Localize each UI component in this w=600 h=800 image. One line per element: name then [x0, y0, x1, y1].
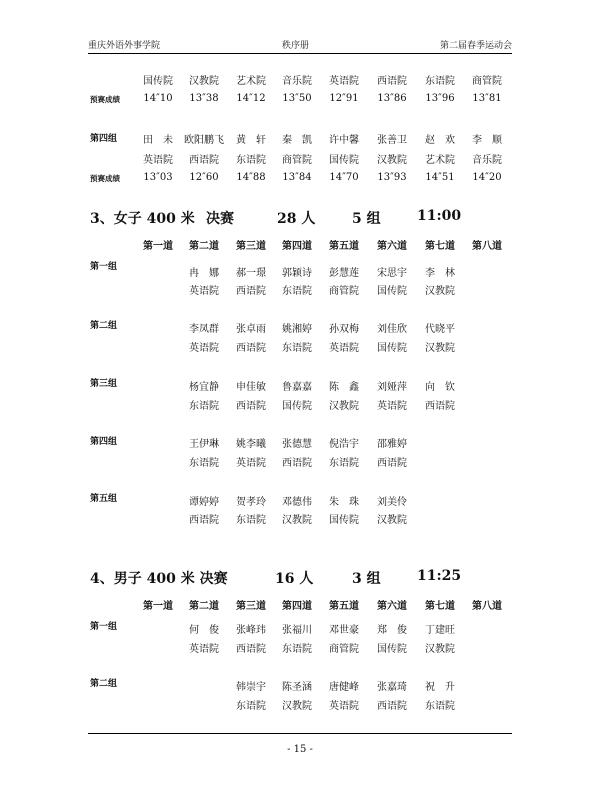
- athlete-name: 秦 凯: [282, 135, 312, 146]
- section-men-400m-heading: [90, 568, 530, 586]
- college: 东语院: [236, 155, 266, 166]
- header-booklet-title: 秩序册: [282, 41, 310, 51]
- college: 国传院: [329, 155, 359, 166]
- athlete-name: 谭婷婷: [189, 497, 219, 508]
- college: 英语院: [329, 701, 359, 712]
- athlete-name: 孙双梅: [329, 324, 359, 335]
- athlete-name: 陈 鑫: [329, 382, 359, 393]
- group-label: 第二组: [90, 321, 118, 331]
- group-label: 第四组: [90, 437, 118, 447]
- college: 国传院: [377, 644, 407, 655]
- athlete-name: 鲁嘉嘉: [282, 382, 312, 393]
- athlete-name: 李 林: [425, 268, 455, 279]
- prelim-group4-label: 第四组: [90, 134, 118, 144]
- college: 国传院: [329, 515, 359, 526]
- result-time: 13″86: [377, 93, 407, 104]
- athlete-name: 宋思宇: [377, 268, 407, 279]
- athlete-name: 倪浩宇: [329, 439, 359, 450]
- college: 东语院: [425, 701, 455, 712]
- lane-header: 第七道: [425, 241, 455, 252]
- athlete-name: 邵雅婷: [377, 439, 407, 450]
- college: 英语院: [329, 76, 359, 87]
- result-time: 13″50: [282, 93, 312, 104]
- college: 音乐院: [282, 76, 312, 87]
- lane-header: 第四道: [282, 601, 312, 612]
- college: 东语院: [282, 286, 312, 297]
- athlete-name: 彭慧莲: [329, 268, 359, 279]
- athlete-name: 张卓雨: [236, 324, 266, 335]
- result-time: 13″84: [282, 172, 312, 183]
- result-time: 13″96: [425, 93, 455, 104]
- college: 东语院: [282, 343, 312, 354]
- college: 商管院: [329, 286, 359, 297]
- athlete-name: 赵 欢: [425, 135, 455, 146]
- college: 音乐院: [472, 155, 502, 166]
- athlete-name: 黄 轩: [236, 135, 266, 146]
- athlete-name: 丁建旺: [425, 625, 455, 636]
- college: 英语院: [143, 155, 173, 166]
- prelim-result-label: 预赛成绩: [90, 95, 120, 104]
- group-label: 第五组: [90, 494, 118, 504]
- college: 西语院: [377, 701, 407, 712]
- college: 西语院: [425, 401, 455, 412]
- athlete-name: 欧阳鹏飞: [184, 135, 224, 146]
- header-rule: [88, 53, 512, 54]
- event-time: 11:25: [417, 568, 462, 584]
- athlete-name: 张峰玮: [236, 625, 266, 636]
- lane-header: 第三道: [236, 601, 266, 612]
- athlete-name: 张福川: [282, 625, 312, 636]
- prelim-result-label: 预赛成绩: [90, 174, 120, 183]
- athlete-name: 王伊琳: [189, 439, 219, 450]
- result-time: 13″93: [377, 172, 407, 183]
- lane-header: 第六道: [377, 601, 407, 612]
- college: 汉教院: [377, 515, 407, 526]
- college: 西语院: [282, 458, 312, 469]
- lane-header: 第二道: [189, 241, 219, 252]
- section-women-400m-heading: [90, 208, 530, 226]
- college: 汉教院: [329, 401, 359, 412]
- college: 东语院: [425, 76, 455, 87]
- lane-header: 第七道: [425, 601, 455, 612]
- college: 汉教院: [282, 701, 312, 712]
- college: 东语院: [236, 515, 266, 526]
- college: 西语院: [236, 644, 266, 655]
- athlete-name: 唐健峰: [329, 682, 359, 693]
- athlete-name: 邓德伟: [282, 497, 312, 508]
- college: 东语院: [236, 701, 266, 712]
- result-time: 12″91: [329, 93, 359, 104]
- college: 英语院: [329, 343, 359, 354]
- athlete-name: 李凤群: [189, 324, 219, 335]
- page-header: [88, 38, 512, 52]
- college: 英语院: [189, 286, 219, 297]
- athlete-name: 冉 娜: [189, 268, 219, 279]
- lane-header: 第五道: [329, 241, 359, 252]
- college: 西语院: [189, 515, 219, 526]
- athlete-name: 刘美伶: [377, 497, 407, 508]
- college: 汉教院: [189, 76, 219, 87]
- athlete-name: 申佳敏: [236, 382, 266, 393]
- athlete-name: 李 顺: [472, 135, 502, 146]
- event-participants: 28 人: [277, 211, 316, 227]
- college: 东语院: [282, 644, 312, 655]
- athlete-name: 张德慧: [282, 439, 312, 450]
- header-event: 第二届春季运动会: [439, 41, 512, 51]
- college: 西语院: [236, 343, 266, 354]
- athlete-name: 贺孝玲: [236, 497, 266, 508]
- result-time: 14″70: [329, 172, 359, 183]
- lane-header: 第一道: [143, 241, 173, 252]
- college: 西语院: [189, 155, 219, 166]
- athlete-name: 向 钦: [425, 382, 455, 393]
- athlete-name: 郭颖诗: [282, 268, 312, 279]
- college: 西语院: [377, 76, 407, 87]
- athlete-name: 许中馨: [329, 135, 359, 146]
- event-round: 决赛: [206, 211, 234, 227]
- college: 英语院: [377, 401, 407, 412]
- footer-rule: [88, 733, 512, 734]
- result-time: 14″12: [236, 93, 266, 104]
- result-time: 13″81: [472, 93, 502, 104]
- college: 东语院: [189, 401, 219, 412]
- lane-header: 第五道: [329, 601, 359, 612]
- college: 国传院: [377, 286, 407, 297]
- header-school: 重庆外语外事学院: [88, 41, 161, 51]
- group-label: 第三组: [90, 379, 118, 389]
- event-title: 3、女子 400 米: [90, 211, 195, 227]
- college: 英语院: [189, 644, 219, 655]
- athlete-name: 韩崇宇: [236, 682, 266, 693]
- athlete-name: 刘娅萍: [377, 382, 407, 393]
- college: 汉教院: [282, 515, 312, 526]
- athlete-name: 郝一璟: [236, 268, 266, 279]
- athlete-name: 张嘉琦: [377, 682, 407, 693]
- athlete-name: 姚李曦: [236, 439, 266, 450]
- college: 商管院: [472, 76, 502, 87]
- event-participants: 16 人: [275, 571, 314, 587]
- athlete-name: 何 俊: [189, 625, 219, 636]
- college: 艺术院: [236, 76, 266, 87]
- college: 汉教院: [425, 286, 455, 297]
- result-time: 14″10: [143, 93, 173, 104]
- lane-header: 第三道: [236, 241, 266, 252]
- lane-header: 第二道: [189, 601, 219, 612]
- group-label: 第二组: [90, 679, 118, 689]
- result-time: 14″51: [425, 172, 455, 183]
- college: 英语院: [236, 458, 266, 469]
- athlete-name: 杨宜静: [189, 382, 219, 393]
- college: 汉教院: [377, 155, 407, 166]
- college: 商管院: [282, 155, 312, 166]
- group-label: 第一组: [90, 262, 118, 272]
- college: 国传院: [377, 343, 407, 354]
- lane-header: 第八道: [472, 601, 502, 612]
- college: 英语院: [189, 343, 219, 354]
- result-time: 13″38: [189, 93, 219, 104]
- result-time: 14″88: [236, 172, 266, 183]
- lane-header: 第八道: [472, 241, 502, 252]
- result-time: 12″60: [189, 172, 219, 183]
- event-group-count: 5 组: [352, 211, 381, 227]
- college: 汉教院: [425, 644, 455, 655]
- lane-header: 第四道: [282, 241, 312, 252]
- lane-header: 第一道: [143, 601, 173, 612]
- athlete-name: 代晓平: [425, 324, 455, 335]
- college: 国传院: [282, 401, 312, 412]
- athlete-name: 姚湘婷: [282, 324, 312, 335]
- athlete-name: 田 未: [143, 135, 173, 146]
- athlete-name: 祝 升: [425, 682, 455, 693]
- page-number: - 15 -: [287, 744, 313, 755]
- college: 西语院: [236, 286, 266, 297]
- college: 西语院: [236, 401, 266, 412]
- athlete-name: 张善卫: [377, 135, 407, 146]
- college: 国传院: [143, 76, 173, 87]
- result-time: 13″03: [143, 172, 173, 183]
- athlete-name: 朱 珠: [329, 497, 359, 508]
- athlete-name: 邓世豪: [329, 625, 359, 636]
- athlete-name: 郑 俊: [377, 625, 407, 636]
- college: 商管院: [329, 644, 359, 655]
- event-time: 11:00: [417, 208, 462, 224]
- lane-header: 第六道: [377, 241, 407, 252]
- group-label: 第一组: [90, 622, 118, 632]
- event-group-count: 3 组: [352, 571, 381, 587]
- athlete-name: 陈圣涵: [282, 682, 312, 693]
- athlete-name: 刘佳欣: [377, 324, 407, 335]
- college: 艺术院: [425, 155, 455, 166]
- college: 东语院: [189, 458, 219, 469]
- college: 东语院: [329, 458, 359, 469]
- college: 西语院: [377, 458, 407, 469]
- event-title: 4、男子 400 米 决赛: [90, 571, 228, 587]
- college: 汉教院: [425, 343, 455, 354]
- result-time: 14″20: [472, 172, 502, 183]
